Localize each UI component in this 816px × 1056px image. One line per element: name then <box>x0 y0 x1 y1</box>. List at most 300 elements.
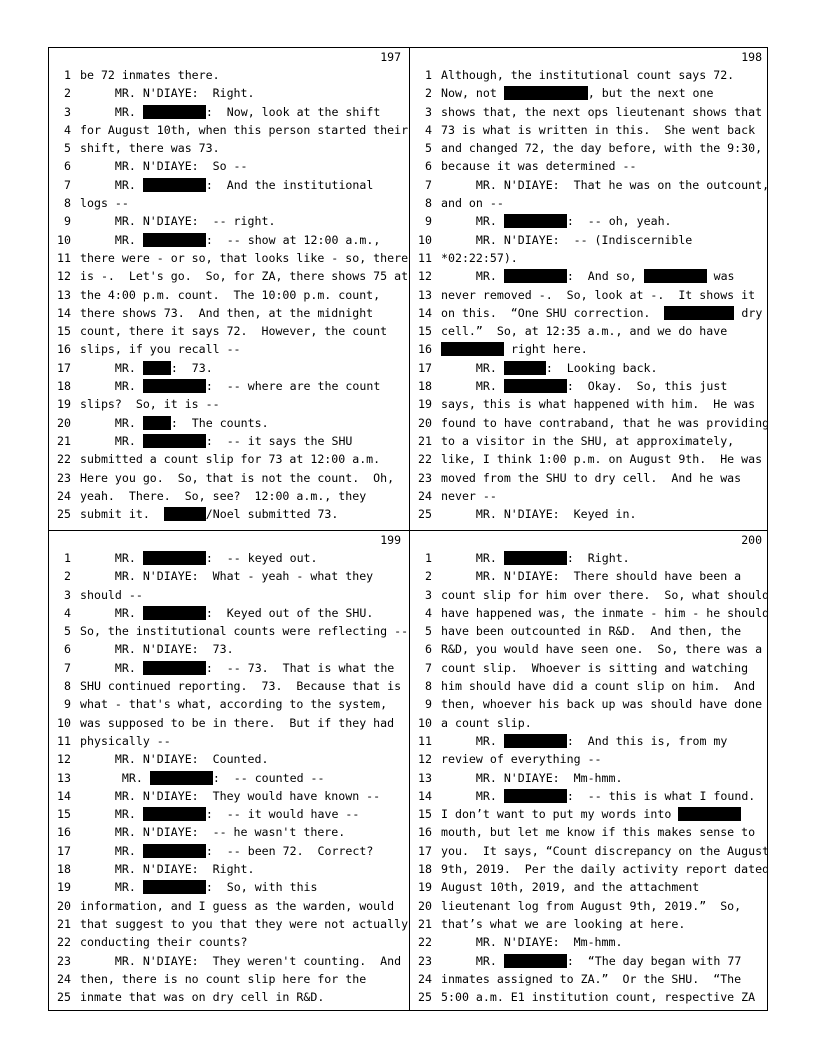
line-number: 11 <box>418 733 432 748</box>
line-text <box>80 286 380 304</box>
text-segment: inmate that was on dry cell in R&D. <box>80 990 325 1005</box>
line-number: 6 <box>64 159 71 174</box>
line-number: 18 <box>418 862 432 877</box>
text-segment: : -- show at 12:00 a.m., <box>205 232 381 247</box>
line-number: 7 <box>64 177 71 192</box>
page-number: 200 <box>741 533 762 547</box>
transcript-line <box>410 622 768 640</box>
line-number: 16 <box>57 825 71 840</box>
text-segment: MR. <box>80 177 143 192</box>
text-segment: says, this is what happened with him. He was <box>441 397 756 412</box>
text-segment: was <box>706 269 735 284</box>
transcript-line <box>410 915 768 933</box>
transcript-line <box>410 897 768 915</box>
line-number: 22 <box>57 452 71 467</box>
line-number: 23 <box>418 470 432 485</box>
transcript-line <box>49 212 407 230</box>
text-segment: MR. <box>80 415 143 430</box>
text-segment: MR. N'DIAYE: Right. <box>80 86 255 101</box>
redaction-block <box>644 269 707 283</box>
line-number: 19 <box>418 397 432 412</box>
redaction-block <box>504 734 567 748</box>
transcript-line <box>410 933 768 951</box>
line-text <box>80 952 401 970</box>
line-number: 1 <box>425 551 432 565</box>
line-number: 13 <box>57 287 71 302</box>
text-segment: 5:00 a.m. E1 institution count, respective ZA <box>441 990 756 1005</box>
text-segment: : -- been 72. Correct? <box>205 843 374 858</box>
transcript-line <box>49 750 407 768</box>
transcript-line <box>410 659 768 677</box>
text-segment: MR. <box>441 788 504 803</box>
line-number: 5 <box>64 624 71 639</box>
line-number: 15 <box>57 324 71 339</box>
redaction-block <box>143 880 206 894</box>
text-segment: : -- it would have -- <box>205 807 360 822</box>
line-number: 7 <box>425 660 432 675</box>
line-text <box>80 549 318 567</box>
line-number: 16 <box>57 342 71 357</box>
text-segment: MR. <box>441 953 504 968</box>
text-segment: MR. N'DIAYE: They would have known -- <box>80 788 381 803</box>
transcript-line <box>49 952 407 970</box>
line-text <box>441 604 769 622</box>
transcript-line <box>410 139 768 157</box>
text-segment: : So, with this <box>205 880 318 895</box>
transcript-line <box>49 805 407 823</box>
line-text <box>441 414 769 432</box>
text-segment: MR. N'DIAYE: They weren't counting. And <box>80 953 402 968</box>
line-text <box>441 586 769 604</box>
transcript-line <box>49 659 407 677</box>
transcript-line <box>410 952 768 970</box>
line-number: 17 <box>418 360 432 375</box>
line-number: 1 <box>425 68 432 82</box>
line-text <box>441 952 741 970</box>
text-segment: MR. N'DIAYE: Right. <box>80 862 255 877</box>
transcript-line <box>49 549 407 567</box>
line-number: 9 <box>64 214 71 229</box>
line-number: 19 <box>57 880 71 895</box>
redaction-block <box>143 178 206 192</box>
transcript-line <box>410 695 768 713</box>
transcript-line <box>410 549 768 567</box>
redaction-block <box>164 507 206 521</box>
text-segment: : Right. <box>566 551 630 565</box>
line-number: 4 <box>425 122 432 137</box>
line-text <box>441 139 762 157</box>
page-200 <box>410 531 768 1011</box>
redaction-block <box>143 606 206 620</box>
line-number: 23 <box>57 470 71 485</box>
page-number: 197 <box>380 50 401 64</box>
line-number: 17 <box>57 843 71 858</box>
text-segment: slips? So, it is -- <box>80 397 220 412</box>
text-segment: I don’t want to put my words into <box>441 807 679 822</box>
text-segment: inmates assigned to ZA.” Or the SHU. “The <box>441 971 742 986</box>
redaction-block <box>504 86 588 100</box>
line-text <box>80 677 401 695</box>
line-text <box>441 897 741 915</box>
line-text <box>80 805 359 823</box>
transcript-line <box>49 487 407 505</box>
line-number: 4 <box>64 605 71 620</box>
text-segment: : -- keyed out. <box>205 551 318 565</box>
transcript-line <box>410 732 768 750</box>
text-segment: cell.” So, at 12:35 a.m., and we do have <box>441 324 728 339</box>
line-text <box>80 249 408 267</box>
line-number: 21 <box>57 433 71 448</box>
line-number: 24 <box>418 488 432 503</box>
line-number: 8 <box>64 679 71 694</box>
transcript-line <box>410 176 768 194</box>
text-segment: submitted a count slip for 73 at 12:00 a.m. <box>80 452 381 467</box>
transcript-line <box>49 231 407 249</box>
transcript-line <box>49 469 407 487</box>
line-number: 8 <box>425 196 432 211</box>
line-number: 10 <box>57 232 71 247</box>
line-number: 20 <box>57 415 71 430</box>
transcript-line <box>410 103 768 121</box>
text-segment: submit it. <box>80 507 164 522</box>
line-number: 2 <box>64 569 71 584</box>
text-segment: should -- <box>80 587 143 602</box>
transcript-line <box>410 286 768 304</box>
line-text <box>441 377 727 395</box>
transcript-line <box>49 604 407 622</box>
line-number: 22 <box>418 935 432 950</box>
line-text <box>441 659 748 677</box>
transcript-line <box>410 860 768 878</box>
transcript-line <box>410 359 768 377</box>
text-segment: what - that's what, according to the system, <box>80 697 388 712</box>
line-number: 18 <box>418 379 432 394</box>
page-199 <box>49 531 407 1011</box>
redaction-block <box>143 379 206 393</box>
line-number: 14 <box>57 788 71 803</box>
page-lines <box>410 549 768 1006</box>
line-text <box>80 176 373 194</box>
line-text <box>80 567 373 585</box>
text-segment: moved from the SHU to dry cell. And he was <box>441 470 742 485</box>
text-segment: shows that, the next ops lieutenant shows that <box>441 104 763 119</box>
text-segment: MR. <box>80 433 143 448</box>
line-number: 25 <box>418 507 432 522</box>
line-text <box>441 567 741 585</box>
text-segment: yeah. There. So, see? 12:00 a.m., they <box>80 488 367 503</box>
text-segment: be 72 inmates there. <box>80 68 220 82</box>
line-text <box>80 640 234 658</box>
redaction-block <box>504 551 567 565</box>
line-number: 12 <box>418 269 432 284</box>
line-number: 10 <box>57 715 71 730</box>
line-text <box>441 787 755 805</box>
line-text <box>441 194 504 212</box>
text-segment: MR. <box>441 214 504 229</box>
transcript-line <box>49 567 407 585</box>
redaction-block <box>143 361 171 375</box>
line-text <box>441 714 532 732</box>
line-text <box>441 805 741 823</box>
redaction-block <box>664 306 734 320</box>
line-text <box>441 359 658 377</box>
text-segment: MR. <box>80 605 143 620</box>
text-segment: So, the institutional counts were reflecting -- <box>80 624 409 639</box>
line-text <box>80 377 380 395</box>
line-text <box>441 395 755 413</box>
transcript-line <box>49 414 407 432</box>
transcript-line <box>410 714 768 732</box>
line-text <box>80 860 255 878</box>
text-segment: : Okay. So, this just <box>566 379 728 394</box>
line-number: 18 <box>57 379 71 394</box>
line-number: 9 <box>425 697 432 712</box>
text-segment: have happened was, the inmate - him - he should <box>441 605 770 620</box>
page-lines <box>49 66 407 523</box>
text-segment: /Noel submitted 73. <box>205 507 339 522</box>
text-segment: MR. <box>80 880 143 895</box>
text-segment: , but the next one <box>587 86 714 101</box>
text-segment: a count slip. <box>441 715 532 730</box>
transcript-line <box>410 414 768 432</box>
line-number: 9 <box>425 214 432 229</box>
transcript-line <box>49 395 407 413</box>
text-segment: : Keyed out of the SHU. <box>205 605 374 620</box>
text-segment: you. It says, “Count discrepancy on the August <box>441 843 770 858</box>
transcript-line <box>49 84 407 102</box>
text-segment: there were - or so, that looks like - so, there <box>80 250 409 265</box>
line-text <box>80 732 171 750</box>
text-segment: slips, if you recall -- <box>80 342 241 357</box>
line-number: 21 <box>57 916 71 931</box>
line-text <box>441 860 769 878</box>
line-number: 17 <box>57 360 71 375</box>
line-number: 24 <box>418 971 432 986</box>
text-segment: : And the institutional <box>205 177 374 192</box>
transcript-line <box>410 66 768 84</box>
text-segment: right here. <box>504 342 588 357</box>
transcript-line <box>410 640 768 658</box>
line-text <box>80 915 408 933</box>
line-number: 21 <box>418 916 432 931</box>
text-segment: that’s what we are looking at here. <box>441 916 686 931</box>
transcript-line <box>410 450 768 468</box>
line-text <box>80 194 129 212</box>
transcript-line <box>410 157 768 175</box>
transcript-line <box>49 340 407 358</box>
line-text <box>441 176 769 194</box>
transcript-line <box>410 677 768 695</box>
line-number: 2 <box>425 569 432 584</box>
text-segment: never removed -. So, look at -. It shows it <box>441 287 756 302</box>
line-text <box>80 769 325 787</box>
transcript-line <box>49 249 407 267</box>
line-text <box>441 487 497 505</box>
line-text <box>441 450 762 468</box>
page-number: 198 <box>741 50 762 64</box>
redaction-block <box>441 342 504 356</box>
transcript-line <box>410 194 768 212</box>
transcript-line <box>49 267 407 285</box>
line-number: 19 <box>418 880 432 895</box>
transcript-line <box>410 267 768 285</box>
text-segment: for August 10th, when this person started their <box>80 122 409 137</box>
line-number: 12 <box>57 752 71 767</box>
text-segment: logs -- <box>80 196 129 211</box>
line-number: 14 <box>418 788 432 803</box>
transcript-line <box>49 359 407 377</box>
text-segment: : -- it says the SHU <box>205 433 353 448</box>
line-text <box>80 84 255 102</box>
line-number: 13 <box>418 770 432 785</box>
line-number: 14 <box>57 305 71 320</box>
transcript-line <box>49 732 407 750</box>
transcript-line <box>49 622 407 640</box>
transcript-line <box>410 322 768 340</box>
line-number: 3 <box>425 104 432 119</box>
text-segment: : -- where are the count <box>205 379 381 394</box>
transcript-line <box>49 194 407 212</box>
line-number: 19 <box>57 397 71 412</box>
text-segment: because it was determined -- <box>441 159 637 174</box>
text-segment: *02:22:57). <box>441 250 518 265</box>
redaction-block <box>150 771 213 785</box>
transcript-line <box>410 769 768 787</box>
line-number: 6 <box>425 159 432 174</box>
line-number: 11 <box>418 250 432 265</box>
line-text <box>80 139 220 157</box>
line-number: 13 <box>418 287 432 302</box>
transcript-line <box>49 304 407 322</box>
transcript-line <box>49 377 407 395</box>
transcript-line <box>49 787 407 805</box>
text-segment: shift, there was 73. <box>80 141 220 156</box>
line-text <box>80 622 408 640</box>
line-text <box>441 304 762 322</box>
text-segment: that suggest to you that they were not actually <box>80 916 409 931</box>
line-text <box>80 157 248 175</box>
line-text <box>441 505 636 523</box>
page-lines <box>49 549 407 1006</box>
transcript-line <box>410 750 768 768</box>
line-text <box>80 970 366 988</box>
transcript-line <box>49 432 407 450</box>
line-text <box>80 231 380 249</box>
text-segment: mouth, but let me know if this makes sense to <box>441 825 756 840</box>
line-number: 21 <box>418 433 432 448</box>
text-segment: MR. N'DIAYE: -- (Indiscernible <box>441 232 693 247</box>
line-text <box>80 212 275 230</box>
line-text <box>80 322 387 340</box>
line-number: 1 <box>64 68 71 82</box>
line-text <box>80 267 408 285</box>
line-text <box>80 395 220 413</box>
text-segment: MR. <box>441 551 504 565</box>
redaction-block <box>143 807 206 821</box>
line-number: 5 <box>425 624 432 639</box>
transcript-line <box>410 249 768 267</box>
transcript-line <box>49 450 407 468</box>
text-segment: MR. N'DIAYE: So -- <box>80 159 248 174</box>
line-number: 22 <box>57 935 71 950</box>
text-segment: MR. <box>80 232 143 247</box>
line-number: 20 <box>418 415 432 430</box>
text-segment: found to have contraband, that he was providing <box>441 415 770 430</box>
line-text <box>441 732 727 750</box>
line-number: 2 <box>64 86 71 101</box>
line-number: 7 <box>425 177 432 192</box>
line-text <box>441 878 699 896</box>
transcript-line <box>49 286 407 304</box>
text-segment: : -- 73. That is what the <box>205 660 395 675</box>
text-segment: the 4:00 p.m. count. The 10:00 p.m. count, <box>80 287 381 302</box>
text-segment: have been outcounted in R&D. And then, the <box>441 624 742 639</box>
text-segment: MR. <box>80 104 143 119</box>
text-segment: MR. <box>80 770 150 785</box>
transcript-line <box>49 915 407 933</box>
transcript-line <box>410 121 768 139</box>
line-text <box>441 286 755 304</box>
line-number: 9 <box>64 697 71 712</box>
line-text <box>441 157 636 175</box>
line-number: 1 <box>64 551 71 565</box>
line-text <box>441 103 762 121</box>
text-segment: MR. N'DIAYE: That he was on the outcount, <box>441 177 770 192</box>
line-text <box>441 549 630 567</box>
text-segment: : -- counted -- <box>212 770 325 785</box>
text-segment: : “The day began with 77 <box>566 953 742 968</box>
transcript-line <box>410 787 768 805</box>
transcript-line <box>410 340 768 358</box>
line-text <box>80 121 408 139</box>
line-text <box>80 414 269 432</box>
text-segment: MR. N'DIAYE: -- right. <box>80 214 276 229</box>
line-number: 14 <box>418 305 432 320</box>
transcript-line <box>49 103 407 121</box>
line-number: 12 <box>418 752 432 767</box>
line-number: 16 <box>418 342 432 357</box>
line-text <box>80 988 324 1006</box>
line-number: 25 <box>57 507 71 522</box>
line-number: 17 <box>418 843 432 858</box>
text-segment: : And so, <box>566 269 644 284</box>
text-segment: : The counts. <box>170 415 269 430</box>
line-text <box>80 604 373 622</box>
text-segment: never -- <box>441 488 497 503</box>
redaction-block <box>143 551 206 565</box>
line-text <box>80 304 373 322</box>
transcript-line <box>410 395 768 413</box>
line-text <box>441 933 622 951</box>
line-number: 23 <box>57 953 71 968</box>
transcript-line <box>410 878 768 896</box>
line-number: 15 <box>418 807 432 822</box>
transcript-line <box>410 84 768 102</box>
text-segment: count slip for him over there. So, what should <box>441 587 770 602</box>
redaction-block <box>504 361 546 375</box>
line-number: 11 <box>57 733 71 748</box>
transcript-line <box>410 970 768 988</box>
transcript-grid <box>48 47 768 1011</box>
text-segment: MR. <box>441 379 504 394</box>
line-text <box>441 84 713 102</box>
line-number: 5 <box>425 141 432 156</box>
line-text <box>441 469 741 487</box>
line-number: 8 <box>64 196 71 211</box>
line-text <box>80 66 220 84</box>
line-text <box>441 231 692 249</box>
redaction-block <box>143 105 206 119</box>
